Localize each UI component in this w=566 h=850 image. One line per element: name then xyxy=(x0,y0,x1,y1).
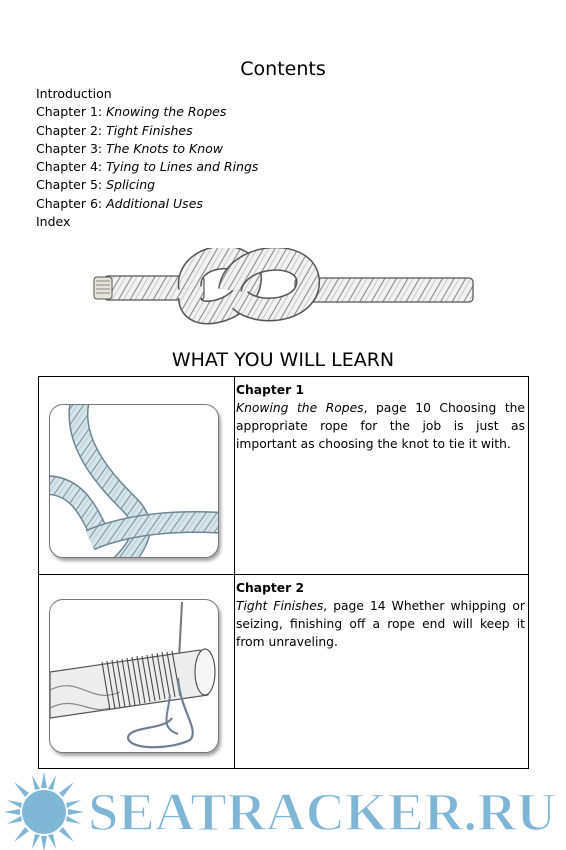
toc-item-chapter-5: Chapter 5: Splicing xyxy=(36,177,156,193)
coiled-rope-image xyxy=(49,404,219,558)
seatracker-watermark xyxy=(0,768,566,850)
learn-table xyxy=(38,376,529,769)
chapter-text: , page 10 Choosing the appropriate rope for the job is just as important as choosing the knot to tie it with. xyxy=(236,401,525,451)
image-cell xyxy=(39,377,235,574)
table-of-contents xyxy=(36,85,258,231)
chapter-2-description xyxy=(236,579,525,651)
learn-title: WHAT YOU WILL LEARN xyxy=(171,349,395,371)
toc-item-introduction: Introduction xyxy=(36,86,112,101)
toc-item-chapter-1: Chapter 1: Knowing the Ropes xyxy=(36,104,227,120)
learn-row-chapter-1 xyxy=(39,377,528,575)
image-cell xyxy=(39,575,235,768)
reef-knot-illustration xyxy=(90,248,478,330)
chapter-label: Chapter 1 xyxy=(236,383,304,397)
contents-title: Contents xyxy=(240,58,326,80)
chapter-label: Chapter 2 xyxy=(236,581,304,595)
toc-item-chapter-3: Chapter 3: The Knots to Know xyxy=(36,140,223,156)
toc-item-index: Index xyxy=(36,214,71,230)
chapter-title: Tight Finishes xyxy=(236,599,324,613)
sun-logo-icon xyxy=(4,772,84,850)
chapter-text: , page 14 Whether whipping or seizing, finishing off a rope end will keep it from unraveling. xyxy=(236,599,525,649)
rope-whipping-image xyxy=(49,599,219,753)
toc-item-chapter-6: Chapter 6: Additional Uses xyxy=(36,195,203,211)
chapter-title: Knowing the Ropes xyxy=(236,401,364,415)
learn-row-chapter-2 xyxy=(39,575,528,768)
watermark-text: SEATRACKER.RU xyxy=(88,782,556,842)
chapter-1-description xyxy=(236,381,525,453)
toc-item-chapter-2: Chapter 2: Tight Finishes xyxy=(36,122,193,138)
toc-item-chapter-4: Chapter 4: Tying to Lines and Rings xyxy=(36,159,259,175)
